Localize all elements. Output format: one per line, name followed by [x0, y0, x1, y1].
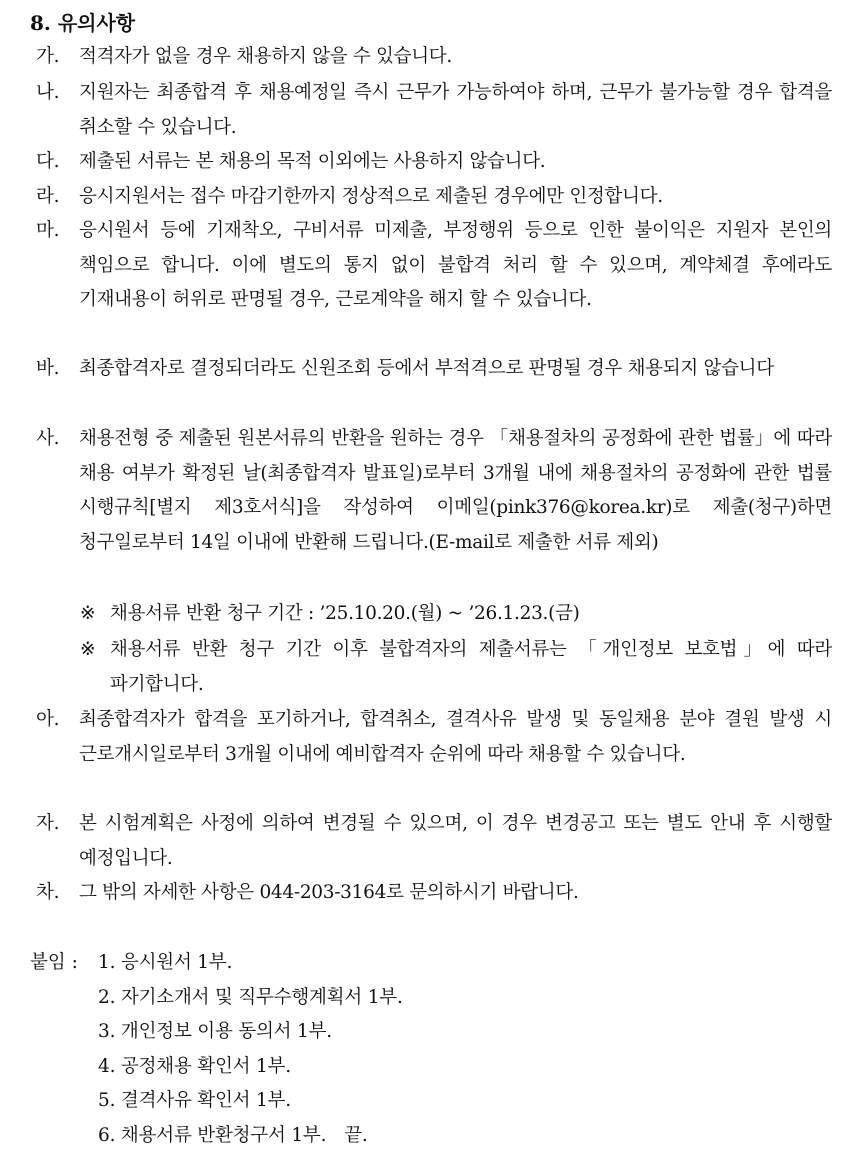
item-marker: 마.	[36, 220, 60, 241]
item-marker: 라.	[36, 186, 60, 207]
attachment-item-text: 6. 채용서류 반환청구서 1부.	[98, 1125, 327, 1146]
item-marker: 아.	[36, 709, 60, 730]
item-marker: 나.	[36, 82, 60, 103]
notice-item-ga	[36, 40, 832, 75]
item-text: 응시원서 등에 기재착오, 구비서류 미제출, 부정행위 등으로 인한 불이익은 지원자 본인의 책임으로 합니다. 이에 별도의 통지 없이 불합격 처리 할 수 있으며, 계약체결 후에라도 기재내용이 허위로 판명될 경우, 근로계약을 해지 할 수 있습니다.	[79, 220, 832, 310]
item-text: 본 시험계획은 사정에 의하여 변경될 수 있으며, 이 경우 변경공고 또는 별도 안내 후 시행할 예정입니다.	[79, 813, 832, 869]
item-marker: 바.	[36, 358, 60, 379]
attachment-item: 1. 응시원서 1부.	[98, 952, 233, 973]
item-text: 지원자는 최종합격 후 채용예정일 즉시 근무가 가능하여야 하며, 근무가 불가능할 경우 합격을 취소할 수 있습니다.	[79, 82, 832, 138]
notice-item-ba	[36, 352, 832, 387]
end-mark: 끝.	[344, 1125, 368, 1146]
attachment-item: 3. 개인정보 이용 동의서 1부.	[98, 1021, 332, 1042]
note-document-disposal	[80, 633, 832, 702]
item-text: 채용전형 중 제출된 원본서류의 반환을 원하는 경우 「채용절차의 공정화에 관한 법률」에 따라 채용 여부가 확정된 날(최종합격자 발표일)로부터 3개월 내에 채용절차의 공정화에 관한 법률 시행규칙[별지 제3호서식]을 작성하여 이메일(pink376@korea.kr)로 제출(청구)하면 청구일로부터 14일 이내에 반환해 드립니다.(E-mail로 제출한 서류 제외)	[79, 428, 832, 553]
attachment-item: 4. 공정채용 확인서 1부.	[98, 1056, 291, 1077]
item-marker: 다.	[36, 151, 60, 172]
section-title: 8. 유의사항	[30, 11, 136, 35]
item-marker: 사.	[36, 428, 60, 449]
item-marker: 차.	[36, 882, 60, 903]
notice-item-ja	[36, 807, 832, 876]
reference-mark: ※	[80, 603, 96, 624]
notice-item-a	[36, 703, 832, 772]
item-text: 제출된 서류는 본 채용의 목적 이외에는 사용하지 않습니다.	[79, 151, 546, 172]
attachment-item-last	[98, 1119, 368, 1154]
note-text: 채용서류 반환 청구 기간 : ’25.10.20.(월) ~ ’26.1.23.(금)	[110, 603, 580, 624]
attachment-item: 5. 결격사유 확인서 1부.	[98, 1090, 291, 1111]
notice-item-na	[36, 76, 832, 145]
notice-item-ra	[36, 180, 832, 215]
notice-item-sa	[36, 422, 832, 560]
note-return-period	[80, 597, 832, 632]
item-marker: 가.	[36, 46, 60, 67]
item-text: 응시지원서는 접수 마감기한까지 정상적으로 제출된 경우에만 인정합니다.	[79, 186, 663, 207]
notice-item-da	[36, 145, 832, 180]
item-text: 그 밖의 자세한 사항은 044-203-3164로 문의하시기 바랍니다.	[79, 882, 579, 903]
item-marker: 자.	[36, 813, 60, 834]
item-text: 최종합격자로 결정되더라도 신원조회 등에서 부적격으로 판명될 경우 채용되지 않습니다	[79, 358, 774, 379]
notice-item-cha	[36, 876, 832, 911]
item-text: 적격자가 없을 경우 채용하지 않을 수 있습니다.	[79, 46, 452, 67]
notice-item-ma	[36, 214, 832, 318]
note-text: 채용서류 반환 청구 기간 이후 불합격자의 제출서류는 「개인정보 보호법」에 따라 파기합니다.	[110, 639, 832, 695]
attachment-item: 2. 자기소개서 및 직무수행계획서 1부.	[98, 987, 403, 1008]
reference-mark: ※	[80, 639, 96, 660]
item-text: 최종합격자가 합격을 포기하거나, 합격취소, 결격사유 발생 및 동일채용 분야 결원 발생 시 근로개시일로부터 3개월 이내에 예비합격자 순위에 따라 채용할 수 있습니다.	[79, 709, 832, 765]
attachments-label: 붙임 :	[30, 952, 78, 973]
